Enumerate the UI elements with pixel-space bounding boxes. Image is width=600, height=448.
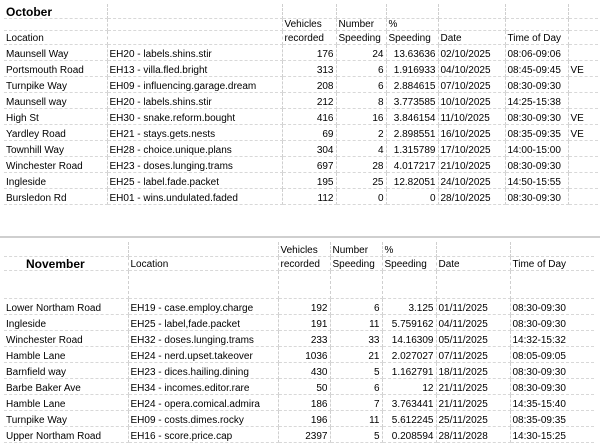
table-row [4,378,594,394]
november-title: November [4,256,128,270]
table-row [4,426,594,442]
table-row [4,314,594,330]
header-recorded: recorded [278,256,330,270]
cell-location: Lower Northam Road [4,298,128,314]
cell-date: 10/10/2025 [438,92,505,108]
cell-vehicles: 304 [282,140,336,156]
cell-percent: 5.759162 [382,314,436,330]
header-speeding-pct: Speeding [386,30,438,44]
cell-speeding: 6 [336,60,386,76]
cell-vehicles: 195 [282,172,336,188]
cell-time: 08:30-09:30 [510,314,594,330]
cell-location: Hamble Lane [4,346,128,362]
cell-note [568,188,598,204]
cell-vehicles: 196 [278,410,330,426]
table-row [4,76,598,92]
cell-note: VE [568,124,598,140]
cell-location: Townhill Way [4,140,107,156]
cell-location: Winchester Road [4,330,128,346]
cell-code: EH09 - influencing.garage.dream [107,76,282,92]
cell-location: Ingleside [4,314,128,330]
cell-time: 14:35-15:40 [510,394,594,410]
table-row [4,124,598,140]
cell-time: 08:05-09:05 [510,346,594,362]
header-time: Time of Day [505,30,568,44]
table-row [4,362,594,378]
cell-note [568,44,598,60]
cell-percent: 3.763441 [382,394,436,410]
cell-note: VE [568,108,598,124]
cell-time: 08:30-09:30 [510,362,594,378]
cell-date: 01/11/2025 [436,298,510,314]
cell-code: EH20 - labels.shins.stir [107,92,282,108]
cell-speeding: 21 [330,346,382,362]
cell-code: EH23 - dices.hailing.dining [128,362,278,378]
cell-date: 24/10/2025 [438,172,505,188]
header-location: Location [128,256,278,270]
cell-vehicles: 69 [282,124,336,140]
cell-location: Barbe Baker Ave [4,378,128,394]
cell-percent: 13.63636 [386,44,438,60]
cell-vehicles: 313 [282,60,336,76]
cell-vehicles: 192 [278,298,330,314]
cell-note [568,156,598,172]
table-row [4,44,598,60]
table-row [4,172,598,188]
cell-note [568,92,598,108]
cell-vehicles: 1036 [278,346,330,362]
table-row [4,60,598,76]
cell-percent: 1.162791 [382,362,436,378]
cell-location: Ingleside [4,172,107,188]
header-vehicles: Vehicles [282,18,336,30]
cell-vehicles: 697 [282,156,336,172]
cell-percent: 2.898551 [386,124,438,140]
header-speeding: Speeding [336,30,386,44]
cell-code: EH32 - doses.lunging.trams [128,330,278,346]
cell-location: Upper Northam Road [4,426,128,442]
cell-vehicles: 2397 [278,426,330,442]
cell-location: Turnpike Way [4,76,107,92]
cell-speeding: 11 [330,314,382,330]
cell-time: 08:45-09:45 [505,60,568,76]
cell-vehicles: 212 [282,92,336,108]
november-sheet [0,238,600,448]
cell-percent: 2.884615 [386,76,438,92]
cell-location: Portsmouth Road [4,60,107,76]
cell-time: 14:25-15:38 [505,92,568,108]
cell-speeding: 16 [336,108,386,124]
table-row [4,156,598,172]
cell-time: 14:50-15:55 [505,172,568,188]
cell-location: Maunsell way [4,92,107,108]
cell-percent: 3.773585 [386,92,438,108]
cell-speeding: 5 [330,426,382,442]
header-number: Number [330,242,382,256]
cell-date: 28/11/2028 [436,426,510,442]
cell-time: 08:35-09:35 [510,410,594,426]
cell-time: 08:30-09:30 [510,378,594,394]
cell-date: 18/11/2025 [436,362,510,378]
header-date: Date [438,30,505,44]
cell-note [568,140,598,156]
cell-time: 08:06-09:06 [505,44,568,60]
cell-percent: 0 [386,188,438,204]
cell-percent: 12.82051 [386,172,438,188]
cell-percent: 4.017217 [386,156,438,172]
cell-date: 21/10/2025 [438,156,505,172]
cell-date: 07/10/2025 [438,76,505,92]
cell-date: 05/11/2025 [436,330,510,346]
header-vehicles: Vehicles [278,242,330,256]
cell-speeding: 8 [336,92,386,108]
cell-speeding: 4 [336,140,386,156]
header-time: Time of Day [510,256,594,270]
cell-percent: 1.315789 [386,140,438,156]
header-percent: % [386,18,438,30]
cell-location: Bursledon Rd [4,188,107,204]
cell-percent: 12 [382,378,436,394]
table-row [4,92,598,108]
cell-date: 28/10/2025 [438,188,505,204]
cell-location: Maunsell Way [4,44,107,60]
cell-vehicles: 416 [282,108,336,124]
header-number: Number [336,18,386,30]
cell-vehicles: 186 [278,394,330,410]
cell-vehicles: 191 [278,314,330,330]
cell-time: 08:30-09:30 [505,188,568,204]
cell-code: EH25 - label.fade.packet [107,172,282,188]
cell-date: 21/11/2025 [436,378,510,394]
table-row [4,188,598,204]
cell-speeding: 11 [330,410,382,426]
cell-time: 08:30-09:30 [505,108,568,124]
table-row [4,140,598,156]
table-row [4,410,594,426]
cell-code: EH19 - case.employ.charge [128,298,278,314]
header-percent: % [382,242,436,256]
cell-date: 04/11/2025 [436,314,510,330]
cell-speeding: 33 [330,330,382,346]
cell-vehicles: 208 [282,76,336,92]
cell-time: 14:32-15:32 [510,330,594,346]
table-row [4,346,594,362]
cell-code: EH24 - opera.comical.admira [128,394,278,410]
cell-location: Turnpike Way [4,410,128,426]
cell-speeding: 6 [330,298,382,314]
table-row [4,330,594,346]
cell-speeding: 25 [336,172,386,188]
november-table [4,242,594,443]
cell-code: EH34 - incomes.editor.rare [128,378,278,394]
table-row [4,394,594,410]
header-date: Date [436,256,510,270]
header-location: Location [4,30,107,44]
cell-date: 21/11/2025 [436,394,510,410]
header-speeding-pct: Speeding [382,256,436,270]
cell-speeding: 28 [336,156,386,172]
header-recorded: recorded [282,30,336,44]
cell-percent: 5.612245 [382,410,436,426]
cell-time: 08:30-09:30 [505,156,568,172]
cell-vehicles: 112 [282,188,336,204]
cell-date: 16/10/2025 [438,124,505,140]
header-speeding: Speeding [330,256,382,270]
table-row [4,108,598,124]
cell-code: EH28 - choice.unique.plans [107,140,282,156]
cell-code: EH24 - nerd.upset.takeover [128,346,278,362]
cell-location: Barnfield way [4,362,128,378]
cell-code: EH23 - doses.lunging.trams [107,156,282,172]
cell-note [568,76,598,92]
cell-code: EH13 - villa.fled.bright [107,60,282,76]
cell-speeding: 24 [336,44,386,60]
cell-speeding: 6 [336,76,386,92]
table-row [4,298,594,314]
cell-location: Winchester Road [4,156,107,172]
cell-percent: 14.16309 [382,330,436,346]
cell-code: EH20 - labels.shins.stir [107,44,282,60]
cell-location: Yardley Road [4,124,107,140]
cell-code: EH21 - stays.gets.nests [107,124,282,140]
cell-time: 14:00-15:00 [505,140,568,156]
cell-date: 04/10/2025 [438,60,505,76]
cell-location: High St [4,108,107,124]
cell-date: 02/10/2025 [438,44,505,60]
cell-percent: 0.208594 [382,426,436,442]
cell-vehicles: 176 [282,44,336,60]
cell-percent: 2.027027 [382,346,436,362]
cell-date: 25/11/2025 [436,410,510,426]
cell-code: EH16 - score.price.cap [128,426,278,442]
cell-note [568,172,598,188]
cell-percent: 1.916933 [386,60,438,76]
cell-code: EH09 - costs.dimes.rocky [128,410,278,426]
cell-code: EH01 - wins.undulated.faded [107,188,282,204]
cell-note: VE [568,60,598,76]
cell-location: Hamble Lane [4,394,128,410]
cell-date: 17/10/2025 [438,140,505,156]
cell-speeding: 5 [330,362,382,378]
cell-percent: 3.846154 [386,108,438,124]
cell-speeding: 7 [330,394,382,410]
cell-code: EH25 - label,fade.packet [128,314,278,330]
cell-speeding: 0 [336,188,386,204]
october-title: October [4,4,107,18]
cell-time: 08:35-09:35 [505,124,568,140]
cell-code: EH30 - snake.reform.bought [107,108,282,124]
october-table [4,4,598,205]
cell-vehicles: 430 [278,362,330,378]
cell-time: 08:30-09:30 [505,76,568,92]
cell-percent: 3.125 [382,298,436,314]
cell-speeding: 6 [330,378,382,394]
cell-time: 14:30-15:25 [510,426,594,442]
cell-speeding: 2 [336,124,386,140]
cell-vehicles: 233 [278,330,330,346]
cell-date: 11/10/2025 [438,108,505,124]
cell-time: 08:30-09:30 [510,298,594,314]
cell-vehicles: 50 [278,378,330,394]
cell-date: 07/11/2025 [436,346,510,362]
